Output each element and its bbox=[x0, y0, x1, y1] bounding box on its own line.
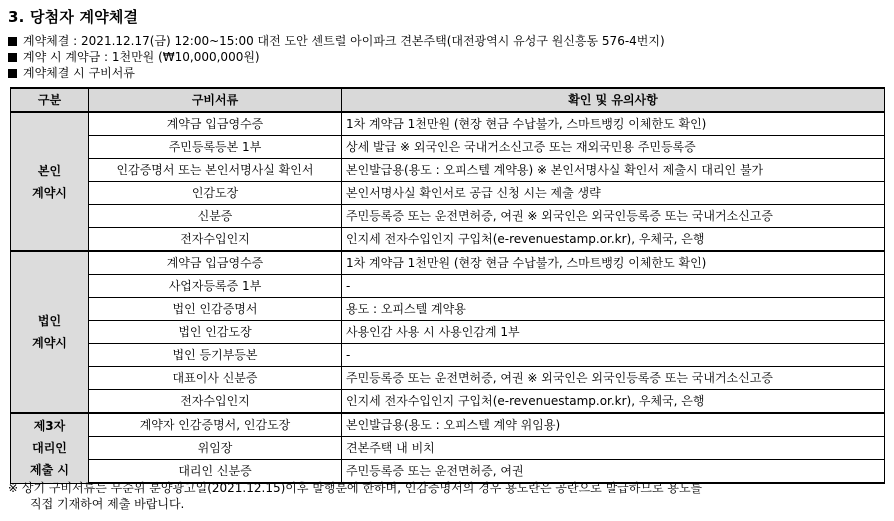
document-cell: 전자수입인지 bbox=[89, 390, 342, 414]
note-cell: 견본주택 내 비치 bbox=[342, 437, 885, 460]
document-cell: 대리인 신분증 bbox=[89, 460, 342, 484]
group-label-line: 계약시 bbox=[32, 336, 67, 350]
note-cell: 1차 계약금 1천만원 (현장 현금 수납불가, 스마트뱅킹 이체한도 확인) bbox=[342, 251, 885, 275]
header-notes: 확인 및 유의사항 bbox=[342, 88, 885, 112]
table-row bbox=[11, 136, 885, 159]
group-label-line: 본인 bbox=[37, 163, 62, 178]
table-row bbox=[11, 390, 885, 414]
group-label-line: 제출 시 bbox=[30, 463, 69, 478]
group-label-corporation bbox=[11, 251, 89, 413]
bullet-text: 계약체결 시 구비서류 bbox=[23, 66, 135, 80]
bullet-contract-date bbox=[8, 33, 665, 49]
header-category: 구분 bbox=[11, 88, 89, 112]
document-cell: 대표이사 신분증 bbox=[89, 367, 342, 390]
group-label-proxy bbox=[11, 413, 89, 483]
document-cell: 법인 등기부등본 bbox=[89, 344, 342, 367]
group-label-line: 법인 bbox=[37, 314, 62, 328]
table-row bbox=[11, 344, 885, 367]
document-cell: 전자수입인지 bbox=[89, 228, 342, 252]
note-cell: 본인발급용(용도 : 오피스텔 계약용) ※ 본인서명사실 확인서 제출시 대리인 불가 bbox=[342, 159, 885, 182]
table-row bbox=[11, 321, 885, 344]
bullet-list bbox=[8, 33, 665, 81]
bullet-documents bbox=[8, 65, 665, 81]
table-row bbox=[11, 437, 885, 460]
document-cell: 계약금 입금영수증 bbox=[89, 251, 342, 275]
header-documents: 구비서류 bbox=[89, 88, 342, 112]
document-cell: 주민등록등본 1부 bbox=[89, 136, 342, 159]
note-cell: 인지세 전자수입인지 구입처(e-revenuestamp.or.kr), 우체국, 은행 bbox=[342, 390, 885, 414]
group-label-line: 제3자 bbox=[33, 419, 66, 434]
note-cell: 사용인감 사용 시 사용인감계 1부 bbox=[342, 321, 885, 344]
required-documents-table bbox=[10, 87, 885, 484]
group-label-line: 대리인 bbox=[32, 441, 67, 456]
footnote-line-2: 직접 기재하여 제출 바랍니다. bbox=[30, 497, 185, 511]
table-row bbox=[11, 182, 885, 205]
table-row bbox=[11, 205, 885, 228]
footnote bbox=[8, 480, 888, 512]
square-bullet-icon bbox=[8, 37, 17, 46]
document-cell: 법인 인감증명서 bbox=[89, 298, 342, 321]
document-cell: 인감도장 bbox=[89, 182, 342, 205]
note-cell: 주민등록증 또는 운전면허증, 여권 bbox=[342, 460, 885, 484]
note-cell: - bbox=[342, 275, 885, 298]
table-header-row bbox=[11, 88, 885, 112]
table-row bbox=[11, 367, 885, 390]
document-cell: 계약금 입금영수증 bbox=[89, 112, 342, 136]
document-cell: 인감증명서 또는 본인서명사실 확인서 bbox=[89, 159, 342, 182]
table-row bbox=[11, 112, 885, 136]
group-label-line: 계약시 bbox=[32, 185, 67, 200]
document-cell: 신분증 bbox=[89, 205, 342, 228]
table-row bbox=[11, 275, 885, 298]
note-cell: 상세 발급 ※ 외국인은 국내거소신고증 또는 재외국민용 주민등록증 bbox=[342, 136, 885, 159]
note-cell: 인지세 전자수입인지 구입처(e-revenuestamp.or.kr), 우체국, 은행 bbox=[342, 228, 885, 252]
document-cell: 계약자 인감증명서, 인감도장 bbox=[89, 413, 342, 437]
note-cell: 1차 계약금 1천만원 (현장 현금 수납불가, 스마트뱅킹 이체한도 확인) bbox=[342, 112, 885, 136]
table-row bbox=[11, 159, 885, 182]
table-row bbox=[11, 413, 885, 437]
note-cell: 주민등록증 또는 운전면허증, 여권 ※ 외국인은 외국인등록증 또는 국내거소신고증 bbox=[342, 205, 885, 228]
document-cell: 법인 인감도장 bbox=[89, 321, 342, 344]
square-bullet-icon bbox=[8, 69, 17, 78]
square-bullet-icon bbox=[8, 53, 17, 62]
footnote-line-1: ※ 상기 구비서류는 무순위 분양광고일(2021.12.15)이후 발행분에 한하며, 인감증명서의 경우 용도란은 공란으로 발급하므로 용도를 bbox=[8, 481, 703, 495]
document-cell: 사업자등록증 1부 bbox=[89, 275, 342, 298]
bullet-text: 계약체결 : 2021.12.17(금) 12:00~15:00 대전 도안 센트럴 아이파크 견본주택(대전광역시 유성구 원신흥동 576-4번지) bbox=[23, 34, 665, 48]
table-row bbox=[11, 251, 885, 275]
note-cell: 용도 : 오피스텔 계약용 bbox=[342, 298, 885, 321]
document-cell: 위임장 bbox=[89, 437, 342, 460]
group-label-individual bbox=[11, 112, 89, 251]
table-row bbox=[11, 228, 885, 252]
table-row bbox=[11, 298, 885, 321]
note-cell: 본인서명사실 확인서로 공급 신청 시는 제출 생략 bbox=[342, 182, 885, 205]
bullet-text: 계약 시 계약금 : 1천만원 (₩10,000,000원) bbox=[23, 50, 260, 64]
note-cell: - bbox=[342, 344, 885, 367]
note-cell: 주민등록증 또는 운전면허증, 여권 ※ 외국인은 외국인등록증 또는 국내거소신고증 bbox=[342, 367, 885, 390]
note-cell: 본인발급용(용도 : 오피스텔 계약 위임용) bbox=[342, 413, 885, 437]
section-title: 3. 당첨자 계약체결 bbox=[8, 8, 139, 26]
bullet-deposit bbox=[8, 49, 665, 65]
